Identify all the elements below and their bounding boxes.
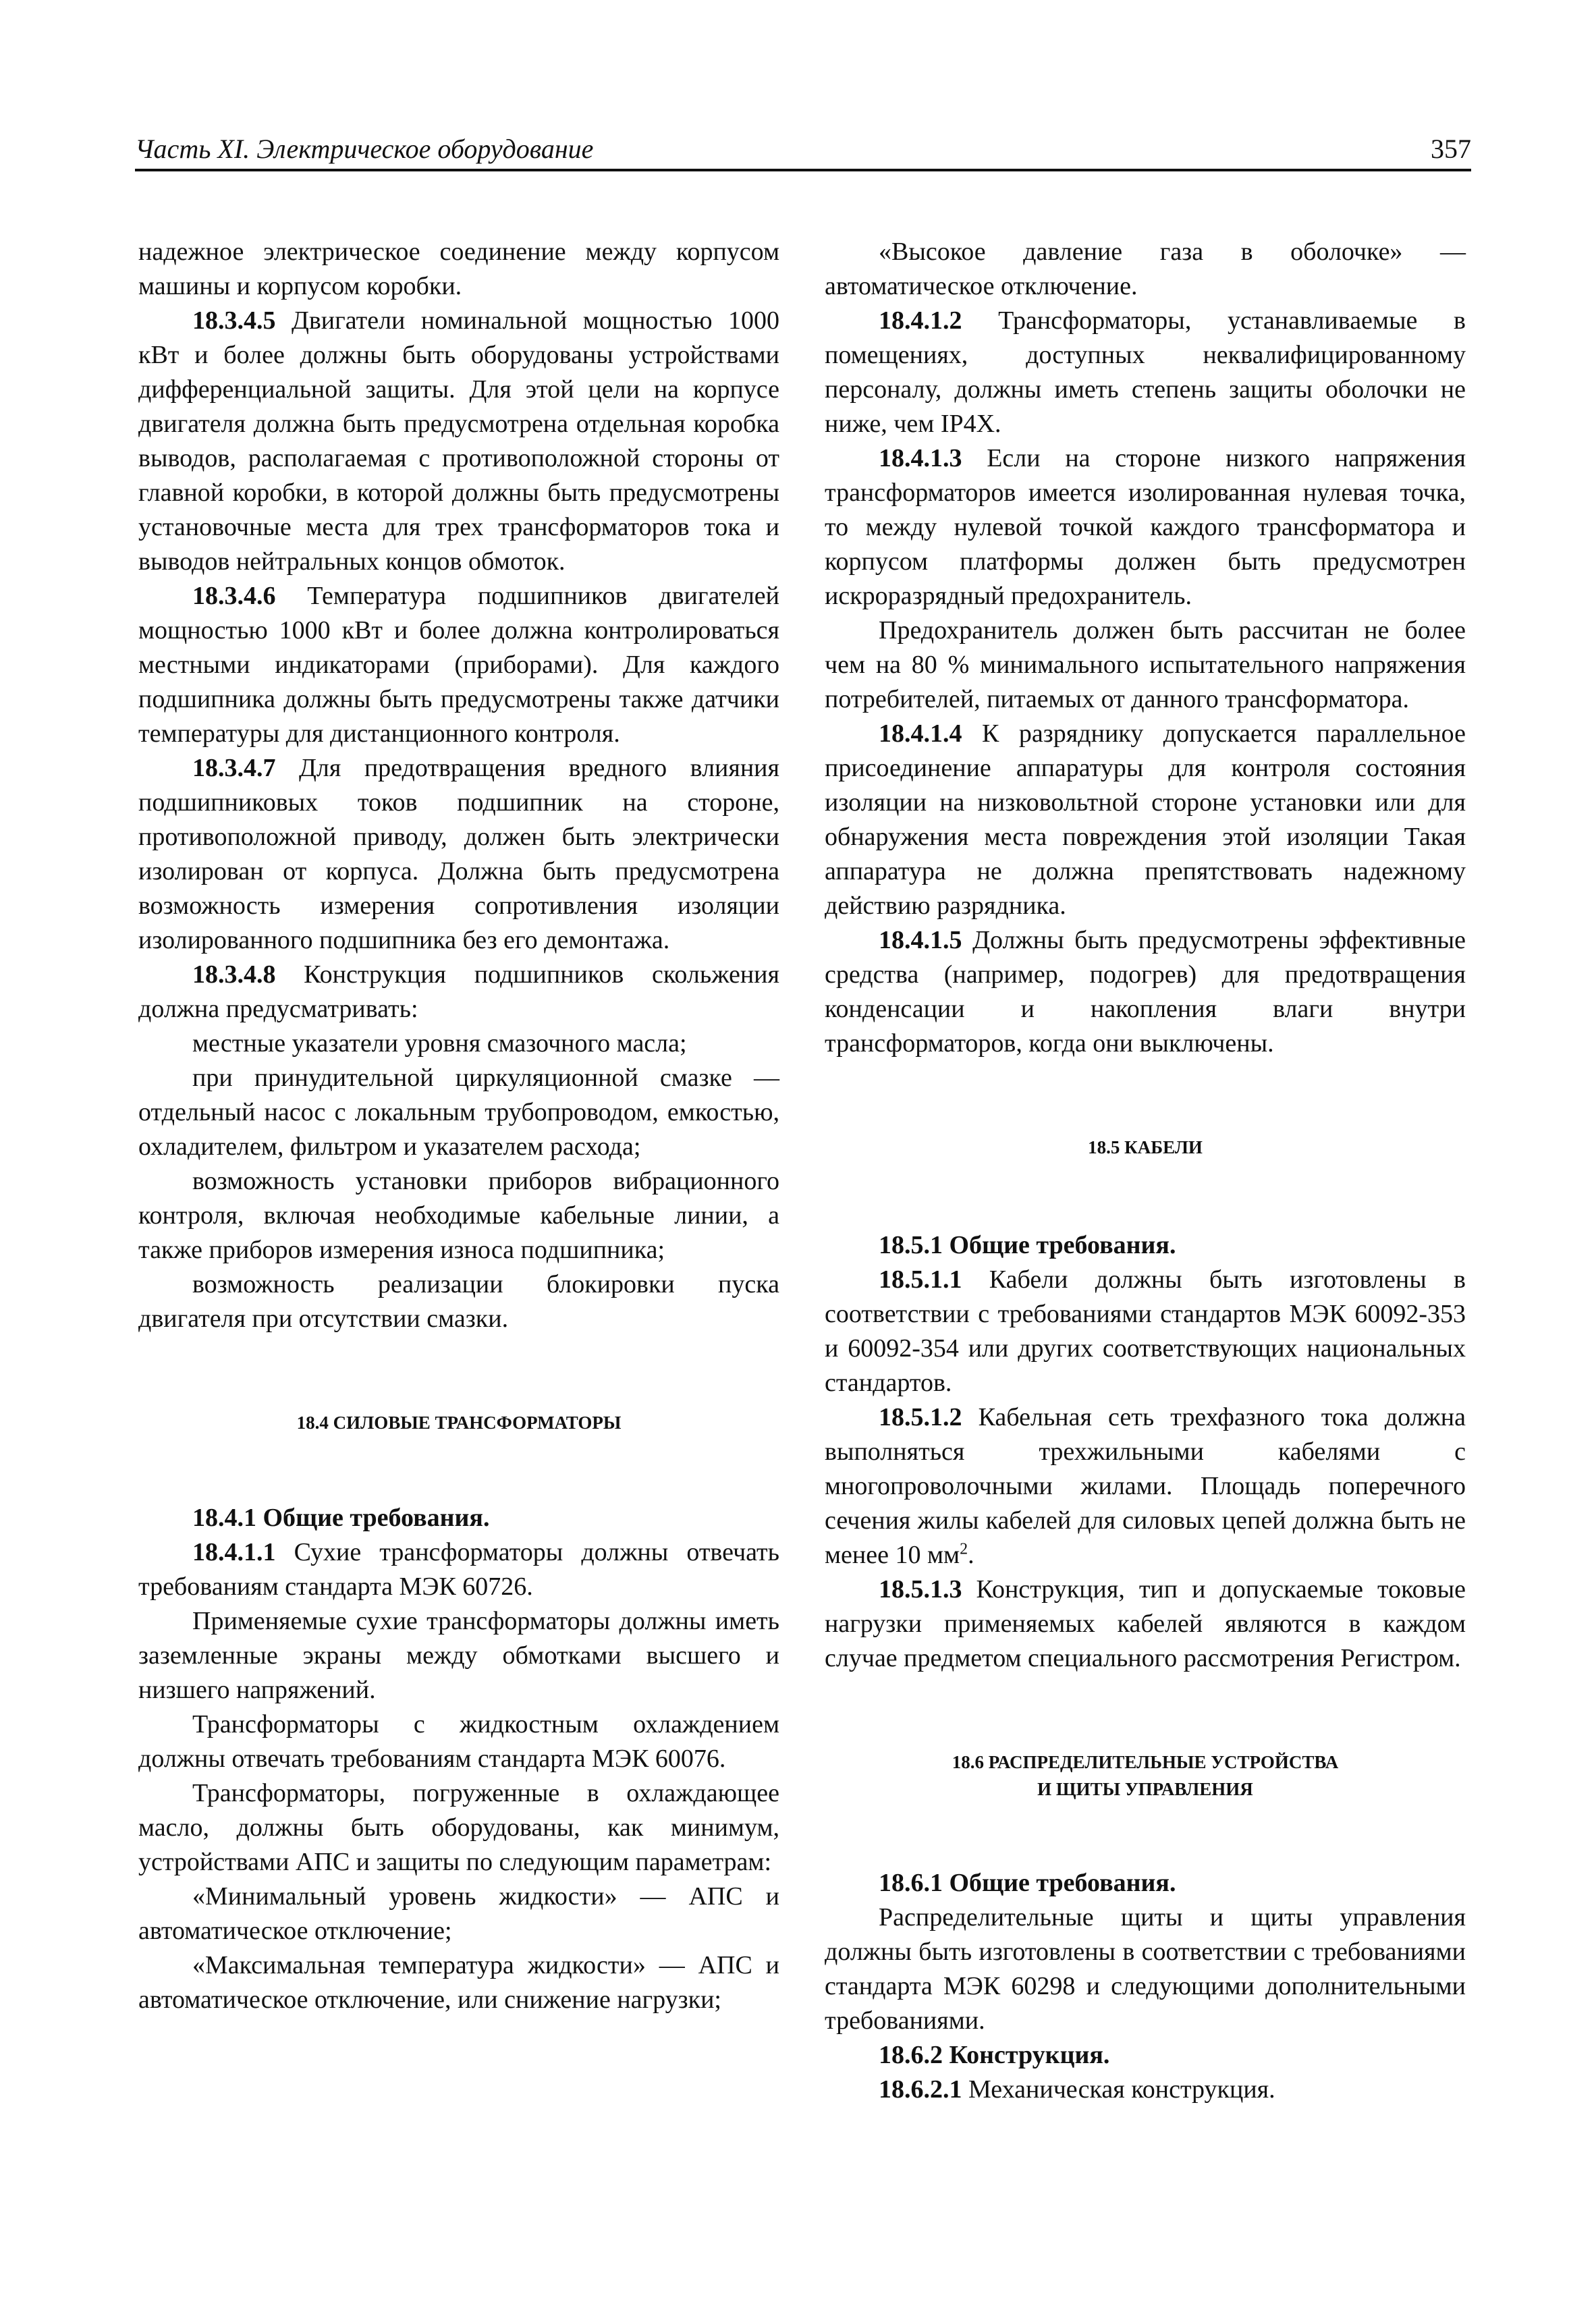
subsection-heading-18-6-2: 18.6.2 Конструкция. — [879, 2041, 1110, 2069]
section-heading-18-4: 18.4 СИЛОВЫЕ ТРАНСФОРМАТОРЫ — [296, 1413, 622, 1433]
subsection-heading-18-5-1: 18.5.1 Общие требования. — [879, 1231, 1176, 1259]
list-item: «Высокое давление газа в оболочке» — автоматическое отключение. — [825, 238, 1466, 300]
clause-18-5-1-1: 18.5.1.1 Кабели должны быть изготовлены в соответствии с требованиями стандартов МЭК 60092-353 и 60092-354 или других соответствующих национальных стандартов. — [825, 1265, 1466, 1397]
clause-18-4-1-5: 18.4.1.5 Должны быть предусмотрены эффективные средства (например, подогрев) для предотвращения конденсации и накопления влаги внутри трансформаторов, когда они выключены. — [825, 926, 1466, 1058]
clause-number: 18.4.1.4 — [879, 719, 962, 748]
clause-18-4-1-3: 18.4.1.3 Если на стороне низкого напряжения трансформаторов имеется изолированная нулевая точка, то между нулевой точкой каждого трансформатора и корпусом платформы должен быть предусмотрен искроразрядный предохранитель. — [825, 444, 1466, 610]
paragraph: Распределительные щиты и щиты управления должны быть изготовлены в соответствии с требованиями стандарта МЭК 60298 и следующими дополнительными требованиями. — [825, 1903, 1466, 2035]
clause-18-6-2-1: 18.6.2.1 Механическая конструкция. — [879, 2075, 1275, 2104]
list-item: местные указатели уровня смазочного масла; — [192, 1029, 687, 1058]
paragraph: Предохранитель должен быть рассчитан не более чем на 80 % минимального испытательного напряжения потребителей, питаемых от данного трансформатора. — [825, 616, 1466, 713]
clause-18-3-4-7: 18.3.4.7 Для предотвращения вредного влияния подшипниковых токов подшипник на стороне, противоположной приводу, должен быть электрически изолирован от корпуса. Должна быть предусмотрена возможность измерения сопротивления изоляции изолированного подшипника без его демонтажа. — [138, 754, 779, 954]
running-header — [135, 128, 1471, 171]
clause-18-3-4-8: 18.3.4.8 Конструкция подшипников скольжения должна предусматривать: — [138, 960, 779, 1023]
section-heading-18-6 — [825, 1749, 1466, 1803]
section-heading-line: 18.6 РАСПРЕДЕЛИТЕЛЬНЫЕ УСТРОЙСТВА — [952, 1752, 1339, 1772]
clause-number: 18.4.1.5 — [879, 926, 962, 954]
clause-number: 18.4.1.2 — [879, 306, 962, 335]
paragraph: Трансформаторы, погруженные в охлаждающее масло, должны быть оборудованы, как минимум, устройствами АПС и защиты по следующим параметрам: — [138, 1779, 779, 1876]
clause-18-5-1-3: 18.5.1.3 Конструкция, тип и допускаемые токовые нагрузки применяемых кабелей являются в каждом случае предметом специального рассмотрения Регистром. — [825, 1575, 1466, 1672]
clause-18-3-4-5: 18.3.4.5 Двигатели номинальной мощностью 1000 кВт и более должны быть оборудованы устройствами дифференциальной защиты. Для этой цели на корпусе двигателя должна быть предусмотрена отдельная коробка выводов, располагаемая с противоположной стороны от главной коробки, в которой должны быть предусмотрены установочные места для трех трансформаторов тока и выводов нейтральных концов обмоток. — [138, 306, 779, 576]
clause-number: 18.3.4.7 — [192, 754, 276, 782]
clause-18-4-1-4: 18.4.1.4 К разряднику допускается параллельное присоединение аппаратуры для контроля состояния изоляции на низковольтной стороне установки или для обнаружения места повреждения этой изоляции Такая аппаратура не должна препятствовать надежному действию разрядника. — [825, 719, 1466, 920]
clause-number: 18.3.4.8 — [192, 960, 276, 989]
subsection-heading-18-6-1: 18.6.1 Общие требования. — [879, 1869, 1176, 1897]
clause-number: 18.6.2.1 — [879, 2075, 962, 2104]
paragraph: Трансформаторы с жидкостным охлаждением должны отвечать требованиям стандарта МЭК 60076. — [138, 1710, 779, 1773]
clause-18-5-1-2: 18.5.1.2 Кабельная сеть трехфазного тока должна выполняться трехжильными кабелями с многопроволочными жилами. Площадь поперечного сечения жилы кабелей для силовых цепей должна быть не менее 10 $мм^2$. — [825, 1403, 1466, 1569]
right-column — [825, 235, 1466, 2107]
header-title: Часть XI. Электрическое оборудование — [135, 134, 594, 164]
clause-18-4-1-1: 18.4.1.1 Сухие трансформаторы должны отвечать требованиям стандарта МЭК 60726. — [138, 1538, 779, 1601]
paragraph: надежное электрическое соединение между корпусом машины и корпусом коробки. — [138, 238, 779, 300]
clause-number: 18.5.1.1 — [879, 1265, 962, 1294]
clause-18-4-1-2: 18.4.1.2 Трансформаторы, устанавливаемые в помещениях, доступных неквалифицированному персоналу, должны иметь степень защиты оболочки не ниже, чем IP4X. — [825, 306, 1466, 438]
clause-18-3-4-6: 18.3.4.6 Температура подшипников двигателей мощностью 1000 кВт и более должна контролироваться местными индикаторами (приборами). Для каждого подшипника должны быть предусмотрены также датчики температуры для дистанционного контроля. — [138, 582, 779, 748]
section-heading-line: И ЩИТЫ УПРАВЛЕНИЯ — [1037, 1779, 1253, 1799]
left-column — [138, 235, 779, 2017]
clause-number: 18.3.4.5 — [192, 306, 276, 335]
clause-number: 18.4.1.1 — [192, 1538, 276, 1566]
paragraph: Применяемые сухие трансформаторы должны иметь заземленные экраны между обмотками высшего и низшего напряжений. — [138, 1607, 779, 1704]
clause-number: 18.3.4.6 — [192, 582, 276, 610]
subsection-heading-18-4-1: 18.4.1 Общие требования. — [192, 1504, 490, 1532]
list-item: «Максимальная температура жидкости» — АПС и автоматическое отключение, или снижение нагрузки; — [138, 1951, 779, 2014]
list-item: «Минимальный уровень жидкости» — АПС и автоматическое отключение; — [138, 1882, 779, 1945]
clause-number: 18.5.1.3 — [879, 1575, 962, 1604]
list-item: возможность установки приборов вибрационного контроля, включая необходимые кабельные линии, а также приборов измерения износа подшипника; — [138, 1167, 779, 1264]
list-item: возможность реализации блокировки пуска двигателя при отсутствии смазки. — [138, 1270, 779, 1333]
page-number: 357 — [1431, 134, 1471, 164]
clause-number: 18.4.1.3 — [879, 444, 962, 472]
clause-number: 18.5.1.2 — [879, 1403, 962, 1431]
list-item: при принудительной циркуляционной смазке — отдельный насос с локальным трубопроводом, емкостью, охладителем, фильтром и указателем расхода; — [138, 1064, 779, 1161]
superscript: 2 — [960, 1540, 968, 1558]
section-heading-18-5: 18.5 КАБЕЛИ — [1088, 1137, 1203, 1157]
